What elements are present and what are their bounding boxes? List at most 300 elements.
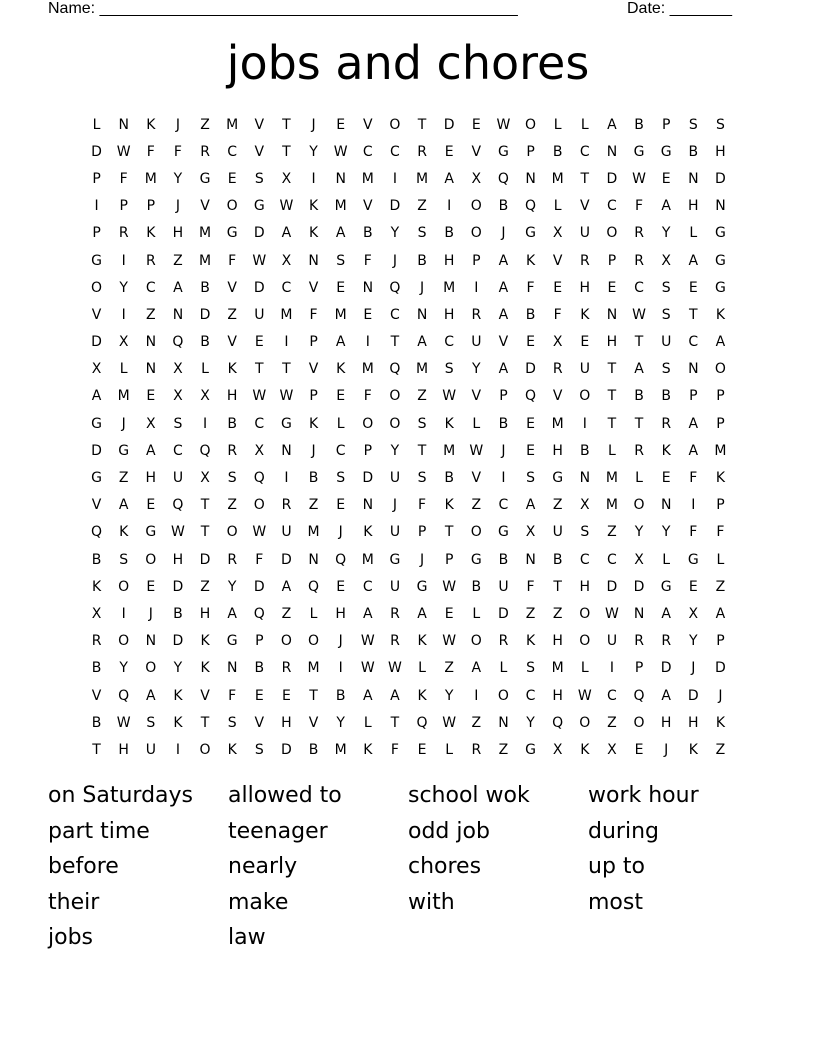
grid-letter[interactable]: U — [145, 741, 156, 758]
grid-letter[interactable]: V — [308, 279, 319, 296]
grid-letter[interactable]: Q — [389, 361, 401, 378]
grid-letter[interactable]: M — [334, 306, 347, 323]
grid-letter[interactable]: A — [688, 252, 699, 269]
grid-letter[interactable]: K — [336, 361, 346, 378]
grid-letter[interactable]: W — [388, 660, 402, 677]
grid-letter[interactable]: E — [336, 578, 346, 595]
grid-letter[interactable]: G — [389, 551, 401, 568]
grid-letter[interactable]: V — [363, 116, 373, 133]
grid-letter[interactable]: P — [119, 198, 128, 215]
grid-letter[interactable]: X — [91, 605, 102, 622]
grid-letter[interactable]: C — [145, 279, 156, 296]
grid-letter[interactable]: U — [172, 470, 184, 487]
grid-letter[interactable]: C — [173, 442, 183, 459]
grid-letter[interactable]: X — [661, 252, 671, 269]
grid-letter[interactable]: G — [715, 279, 726, 296]
grid-letter[interactable]: K — [715, 306, 726, 323]
grid-letter[interactable]: G — [253, 198, 265, 215]
grid-letter[interactable]: Q — [525, 388, 537, 405]
grid-letter[interactable]: E — [146, 578, 156, 595]
grid-letter[interactable]: Z — [308, 497, 319, 514]
grid-letter[interactable]: H — [552, 633, 563, 650]
grid-letter[interactable]: E — [688, 279, 698, 296]
grid-letter[interactable]: Q — [172, 334, 184, 351]
grid-letter[interactable]: N — [416, 306, 428, 323]
grid-letter[interactable]: B — [335, 687, 346, 704]
grid-letter[interactable]: L — [580, 660, 589, 677]
grid-letter[interactable]: O — [579, 714, 591, 731]
grid-letter[interactable]: B — [498, 415, 509, 432]
grid-letter[interactable]: B — [688, 143, 699, 160]
grid-letter[interactable]: T — [200, 524, 210, 541]
grid-letter[interactable]: Y — [309, 143, 318, 160]
grid-letter[interactable]: K — [200, 633, 210, 650]
grid-letter[interactable]: M — [443, 442, 456, 459]
grid-letter[interactable]: J — [311, 116, 316, 133]
grid-letter[interactable]: G — [552, 470, 564, 487]
grid-letter[interactable]: W — [252, 388, 267, 405]
grid-letter[interactable]: O — [470, 524, 482, 541]
grid-letter[interactable]: G — [416, 578, 428, 595]
grid-letter[interactable]: Q — [199, 442, 211, 459]
grid-letter[interactable]: X — [471, 170, 482, 187]
grid-letter[interactable]: P — [255, 633, 264, 650]
grid-letter[interactable]: Z — [715, 741, 726, 758]
grid-letter[interactable]: O — [633, 497, 645, 514]
grid-letter[interactable]: V — [91, 687, 102, 704]
grid-letter[interactable]: J — [419, 551, 425, 568]
grid-letter[interactable]: Q — [416, 714, 428, 731]
grid-letter[interactable]: V — [91, 497, 102, 514]
grid-letter[interactable]: J — [338, 633, 343, 650]
grid-letter[interactable]: K — [417, 687, 427, 704]
grid-letter[interactable]: Z — [200, 116, 210, 133]
grid-letter[interactable]: L — [608, 442, 616, 459]
grid-letter[interactable]: N — [688, 170, 699, 187]
grid-letter[interactable]: V — [308, 361, 319, 378]
grid-letter[interactable]: M — [117, 388, 130, 405]
grid-letter[interactable]: V — [471, 470, 482, 487]
grid-letter[interactable]: L — [472, 415, 481, 432]
grid-letter[interactable]: B — [308, 470, 319, 487]
grid-letter[interactable]: K — [363, 741, 373, 758]
grid-letter[interactable]: A — [661, 605, 671, 622]
grid-letter[interactable]: E — [336, 497, 346, 514]
grid-letter[interactable]: S — [417, 415, 427, 432]
grid-letter[interactable]: Q — [335, 551, 347, 568]
grid-letter[interactable]: F — [635, 198, 644, 215]
grid-letter[interactable]: R — [498, 633, 509, 650]
grid-letter[interactable]: H — [579, 279, 591, 296]
grid-letter[interactable]: Z — [146, 306, 156, 323]
grid-letter[interactable]: Z — [118, 470, 129, 487]
grid-letter[interactable]: R — [390, 605, 400, 622]
grid-letter[interactable]: B — [498, 551, 509, 568]
grid-letter[interactable]: N — [145, 361, 157, 378]
grid-letter[interactable]: P — [363, 442, 373, 459]
grid-letter[interactable]: O — [470, 198, 482, 215]
grid-letter[interactable]: I — [501, 470, 506, 487]
grid-letter[interactable]: L — [580, 116, 589, 133]
grid-letter[interactable]: S — [227, 714, 237, 731]
grid-letter[interactable]: Z — [227, 497, 237, 514]
grid-letter[interactable]: R — [552, 361, 563, 378]
grid-letter[interactable]: A — [146, 442, 156, 459]
grid-letter[interactable]: D — [443, 116, 455, 133]
grid-letter[interactable]: O — [606, 225, 618, 242]
grid-letter[interactable]: N — [688, 361, 699, 378]
grid-letter[interactable]: X — [688, 605, 699, 622]
grid-letter[interactable]: H — [226, 388, 238, 405]
grid-letter[interactable]: X — [173, 388, 183, 405]
grid-letter[interactable]: L — [201, 361, 209, 378]
grid-letter[interactable]: P — [716, 388, 725, 405]
grid-letter[interactable]: F — [255, 551, 264, 568]
grid-letter[interactable]: I — [284, 334, 289, 351]
grid-letter[interactable]: S — [227, 470, 237, 487]
grid-letter[interactable]: S — [146, 714, 156, 731]
grid-letter[interactable]: V — [471, 143, 482, 160]
grid-letter[interactable]: A — [634, 361, 644, 378]
grid-letter[interactable]: K — [91, 578, 102, 595]
grid-letter[interactable]: N — [308, 252, 319, 269]
grid-letter[interactable]: I — [202, 415, 208, 432]
grid-letter[interactable]: D — [606, 170, 618, 187]
grid-letter[interactable]: D — [91, 143, 102, 160]
grid-letter[interactable]: Y — [227, 578, 237, 595]
grid-letter[interactable]: S — [254, 170, 264, 187]
grid-letter[interactable]: W — [577, 687, 592, 704]
grid-letter[interactable]: D — [633, 578, 645, 595]
grid-letter[interactable]: R — [118, 225, 129, 242]
grid-letter[interactable]: L — [363, 714, 372, 731]
grid-letter[interactable]: P — [444, 551, 454, 568]
grid-letter[interactable]: N — [579, 470, 591, 487]
grid-letter[interactable]: A — [173, 279, 183, 296]
grid-letter[interactable]: J — [501, 225, 506, 242]
grid-letter[interactable]: J — [121, 415, 126, 432]
grid-letter[interactable]: A — [335, 225, 346, 242]
grid-letter[interactable]: F — [553, 306, 562, 323]
grid-letter[interactable]: K — [525, 252, 536, 269]
grid-letter[interactable]: A — [688, 415, 699, 432]
grid-letter[interactable]: E — [417, 741, 427, 758]
grid-letter[interactable]: D — [253, 279, 265, 296]
grid-letter[interactable]: Y — [634, 524, 644, 541]
grid-letter[interactable]: B — [552, 143, 563, 160]
grid-letter[interactable]: N — [633, 605, 645, 622]
grid-letter[interactable]: Y — [390, 442, 400, 459]
grid-letter[interactable]: U — [661, 334, 672, 351]
grid-letter[interactable]: C — [498, 497, 509, 514]
grid-letter[interactable]: H — [552, 442, 563, 459]
grid-letter[interactable]: G — [525, 225, 536, 242]
grid-letter[interactable]: X — [552, 225, 563, 242]
grid-letter[interactable]: O — [497, 687, 509, 704]
grid-letter[interactable]: R — [145, 252, 156, 269]
grid-letter[interactable]: E — [146, 497, 156, 514]
grid-letter[interactable]: C — [281, 279, 292, 296]
grid-letter[interactable]: I — [94, 198, 99, 215]
grid-letter[interactable]: A — [525, 497, 536, 514]
grid-letter[interactable]: C — [444, 334, 455, 351]
grid-letter[interactable]: S — [580, 524, 590, 541]
grid-letter[interactable]: N — [335, 170, 346, 187]
grid-letter[interactable]: T — [580, 170, 590, 187]
grid-letter[interactable]: U — [281, 524, 292, 541]
grid-letter[interactable]: J — [392, 252, 397, 269]
grid-letter[interactable]: X — [552, 334, 563, 351]
grid-letter[interactable]: O — [118, 633, 130, 650]
grid-letter[interactable]: E — [146, 388, 156, 405]
grid-letter[interactable]: P — [309, 334, 318, 351]
grid-letter[interactable]: K — [661, 442, 671, 459]
grid-letter[interactable]: X — [146, 415, 156, 432]
grid-letter[interactable]: C — [254, 415, 265, 432]
grid-letter[interactable]: K — [363, 524, 373, 541]
grid-letter[interactable]: R — [91, 633, 102, 650]
grid-letter[interactable]: G — [660, 578, 672, 595]
grid-letter[interactable]: K — [525, 633, 536, 650]
grid-letter[interactable]: T — [200, 714, 210, 731]
grid-letter[interactable]: T — [607, 361, 617, 378]
grid-letter[interactable]: B — [227, 415, 237, 432]
grid-letter[interactable]: J — [664, 741, 669, 758]
grid-letter[interactable]: W — [442, 714, 457, 731]
grid-letter[interactable]: K — [227, 741, 237, 758]
grid-letter[interactable]: V — [227, 334, 237, 351]
grid-letter[interactable]: L — [716, 551, 725, 568]
grid-letter[interactable]: U — [579, 225, 590, 242]
grid-letter[interactable]: N — [172, 306, 184, 323]
grid-letter[interactable]: H — [172, 551, 184, 568]
grid-letter[interactable]: B — [91, 714, 102, 731]
grid-letter[interactable]: Y — [173, 170, 183, 187]
grid-letter[interactable]: I — [365, 334, 370, 351]
grid-letter[interactable]: R — [471, 306, 482, 323]
grid-letter[interactable]: G — [498, 143, 509, 160]
grid-letter[interactable]: E — [254, 687, 264, 704]
grid-letter[interactable]: X — [607, 741, 617, 758]
grid-letter[interactable]: E — [227, 170, 237, 187]
grid-letter[interactable]: S — [661, 361, 671, 378]
grid-letter[interactable]: T — [634, 415, 644, 432]
grid-letter[interactable]: O — [145, 660, 157, 677]
grid-letter[interactable]: X — [254, 442, 265, 459]
grid-letter[interactable]: V — [227, 279, 237, 296]
grid-letter[interactable]: I — [121, 252, 126, 269]
grid-letter[interactable]: Q — [497, 170, 509, 187]
grid-letter[interactable]: U — [498, 578, 509, 595]
grid-letter[interactable]: V — [200, 687, 210, 704]
grid-letter[interactable]: D — [253, 578, 265, 595]
grid-letter[interactable]: M — [551, 660, 564, 677]
grid-letter[interactable]: T — [390, 714, 400, 731]
grid-letter[interactable]: M — [714, 442, 727, 459]
grid-letter[interactable]: G — [281, 415, 292, 432]
grid-letter[interactable]: B — [580, 442, 590, 459]
grid-letter[interactable]: W — [632, 170, 646, 187]
grid-letter[interactable]: A — [661, 687, 671, 704]
grid-letter[interactable]: P — [92, 225, 101, 242]
grid-letter[interactable]: E — [526, 415, 535, 432]
grid-letter[interactable]: H — [443, 306, 455, 323]
grid-letter[interactable]: P — [499, 388, 508, 405]
grid-letter[interactable]: A — [417, 334, 427, 351]
grid-letter[interactable]: A — [715, 334, 726, 351]
grid-letter[interactable]: F — [309, 306, 318, 323]
grid-letter[interactable]: M — [307, 660, 320, 677]
grid-letter[interactable]: L — [119, 361, 128, 378]
grid-letter[interactable]: V — [200, 198, 210, 215]
grid-letter[interactable]: O — [389, 116, 401, 133]
grid-letter[interactable]: J — [691, 660, 696, 677]
grid-letter[interactable]: C — [688, 334, 699, 351]
grid-letter[interactable]: F — [689, 524, 698, 541]
grid-letter[interactable]: D — [687, 687, 699, 704]
grid-letter[interactable]: V — [471, 388, 482, 405]
grid-letter[interactable]: C — [579, 143, 590, 160]
grid-letter[interactable]: M — [361, 361, 374, 378]
grid-letter[interactable]: R — [661, 415, 672, 432]
grid-letter[interactable]: K — [119, 524, 129, 541]
grid-letter[interactable]: W — [116, 714, 131, 731]
grid-letter[interactable]: M — [551, 415, 564, 432]
grid-letter[interactable]: T — [255, 361, 264, 378]
grid-letter[interactable]: B — [91, 660, 102, 677]
grid-letter[interactable]: M — [361, 551, 374, 568]
grid-letter[interactable]: Y — [661, 225, 671, 242]
grid-letter[interactable]: F — [526, 578, 535, 595]
grid-letter[interactable]: H — [688, 198, 699, 215]
grid-letter[interactable]: A — [607, 116, 617, 133]
grid-letter[interactable]: X — [634, 551, 644, 568]
grid-letter[interactable]: W — [442, 633, 457, 650]
grid-letter[interactable]: N — [145, 334, 157, 351]
grid-letter[interactable]: D — [253, 225, 265, 242]
grid-letter[interactable]: H — [172, 225, 184, 242]
grid-letter[interactable]: Q — [525, 198, 537, 215]
grid-letter[interactable]: V — [552, 252, 563, 269]
grid-letter[interactable]: W — [279, 198, 294, 215]
grid-letter[interactable]: P — [92, 170, 101, 187]
grid-letter[interactable]: K — [444, 415, 454, 432]
grid-letter[interactable]: D — [281, 551, 292, 568]
grid-letter[interactable]: U — [579, 361, 590, 378]
grid-letter[interactable]: S — [254, 741, 264, 758]
grid-letter[interactable]: Z — [173, 252, 183, 269]
grid-letter[interactable]: S — [336, 470, 346, 487]
grid-letter[interactable]: A — [227, 605, 237, 622]
grid-letter[interactable]: K — [715, 714, 726, 731]
grid-letter[interactable]: H — [118, 741, 129, 758]
grid-letter[interactable]: B — [525, 306, 536, 323]
grid-letter[interactable]: B — [200, 334, 210, 351]
grid-letter[interactable]: H — [199, 605, 211, 622]
grid-letter[interactable]: G — [226, 633, 238, 650]
grid-letter[interactable]: M — [199, 225, 212, 242]
grid-letter[interactable]: Q — [253, 605, 265, 622]
grid-letter[interactable]: Z — [552, 605, 563, 622]
grid-letter[interactable]: G — [633, 143, 645, 160]
grid-letter[interactable]: N — [362, 279, 374, 296]
grid-letter[interactable]: H — [443, 252, 455, 269]
grid-letter[interactable]: X — [118, 334, 129, 351]
grid-letter[interactable]: G — [470, 551, 482, 568]
grid-letter[interactable]: F — [716, 524, 725, 541]
grid-letter[interactable]: V — [91, 306, 102, 323]
grid-letter[interactable]: P — [309, 388, 318, 405]
grid-letter[interactable]: E — [282, 687, 291, 704]
grid-letter[interactable]: E — [688, 578, 698, 595]
grid-letter[interactable]: Q — [91, 524, 103, 541]
grid-letter[interactable]: W — [333, 143, 348, 160]
grid-letter[interactable]: A — [661, 198, 671, 215]
grid-letter[interactable]: N — [525, 170, 536, 187]
grid-letter[interactable]: L — [336, 415, 345, 432]
grid-letter[interactable]: E — [526, 334, 535, 351]
grid-letter[interactable]: U — [389, 524, 401, 541]
grid-letter[interactable]: Z — [200, 578, 210, 595]
grid-letter[interactable]: W — [360, 660, 375, 677]
grid-letter[interactable]: O — [579, 388, 591, 405]
grid-letter[interactable]: N — [118, 116, 129, 133]
grid-letter[interactable]: O — [280, 633, 292, 650]
grid-letter[interactable]: X — [580, 497, 590, 514]
grid-letter[interactable]: I — [121, 306, 126, 323]
grid-letter[interactable]: N — [308, 551, 319, 568]
grid-letter[interactable]: T — [390, 334, 400, 351]
grid-letter[interactable]: K — [308, 198, 319, 215]
grid-letter[interactable]: M — [334, 198, 347, 215]
grid-letter[interactable]: H — [145, 470, 157, 487]
grid-letter[interactable]: X — [281, 252, 292, 269]
grid-letter[interactable]: Q — [389, 279, 401, 296]
grid-letter[interactable]: R — [227, 442, 238, 459]
grid-letter[interactable]: E — [553, 279, 563, 296]
grid-letter[interactable]: P — [417, 524, 427, 541]
grid-letter[interactable]: D — [715, 660, 726, 677]
grid-letter[interactable]: A — [146, 687, 156, 704]
grid-letter[interactable]: W — [279, 388, 294, 405]
grid-letter[interactable]: X — [281, 170, 292, 187]
grid-letter[interactable]: T — [634, 334, 644, 351]
grid-letter[interactable]: D — [91, 334, 102, 351]
grid-letter[interactable]: H — [660, 714, 672, 731]
grid-letter[interactable]: Z — [525, 605, 536, 622]
grid-letter[interactable]: O — [308, 633, 320, 650]
grid-letter[interactable]: F — [228, 687, 237, 704]
grid-letter[interactable]: I — [582, 415, 587, 432]
grid-letter[interactable]: E — [336, 116, 346, 133]
grid-letter[interactable]: L — [309, 605, 318, 622]
grid-letter[interactable]: Q — [633, 687, 645, 704]
grid-letter[interactable]: V — [363, 198, 373, 215]
grid-letter[interactable]: B — [363, 225, 373, 242]
grid-letter[interactable]: Z — [471, 714, 482, 731]
grid-letter[interactable]: L — [689, 225, 698, 242]
grid-letter[interactable]: I — [284, 470, 289, 487]
grid-letter[interactable]: G — [91, 470, 102, 487]
grid-letter[interactable]: W — [442, 578, 457, 595]
grid-letter[interactable]: C — [227, 143, 238, 160]
grid-letter[interactable]: F — [173, 143, 182, 160]
grid-letter[interactable]: L — [553, 198, 562, 215]
grid-letter[interactable]: H — [579, 578, 591, 595]
grid-letter[interactable]: T — [689, 306, 698, 323]
grid-letter[interactable]: B — [634, 388, 644, 405]
grid-letter[interactable]: U — [606, 633, 618, 650]
